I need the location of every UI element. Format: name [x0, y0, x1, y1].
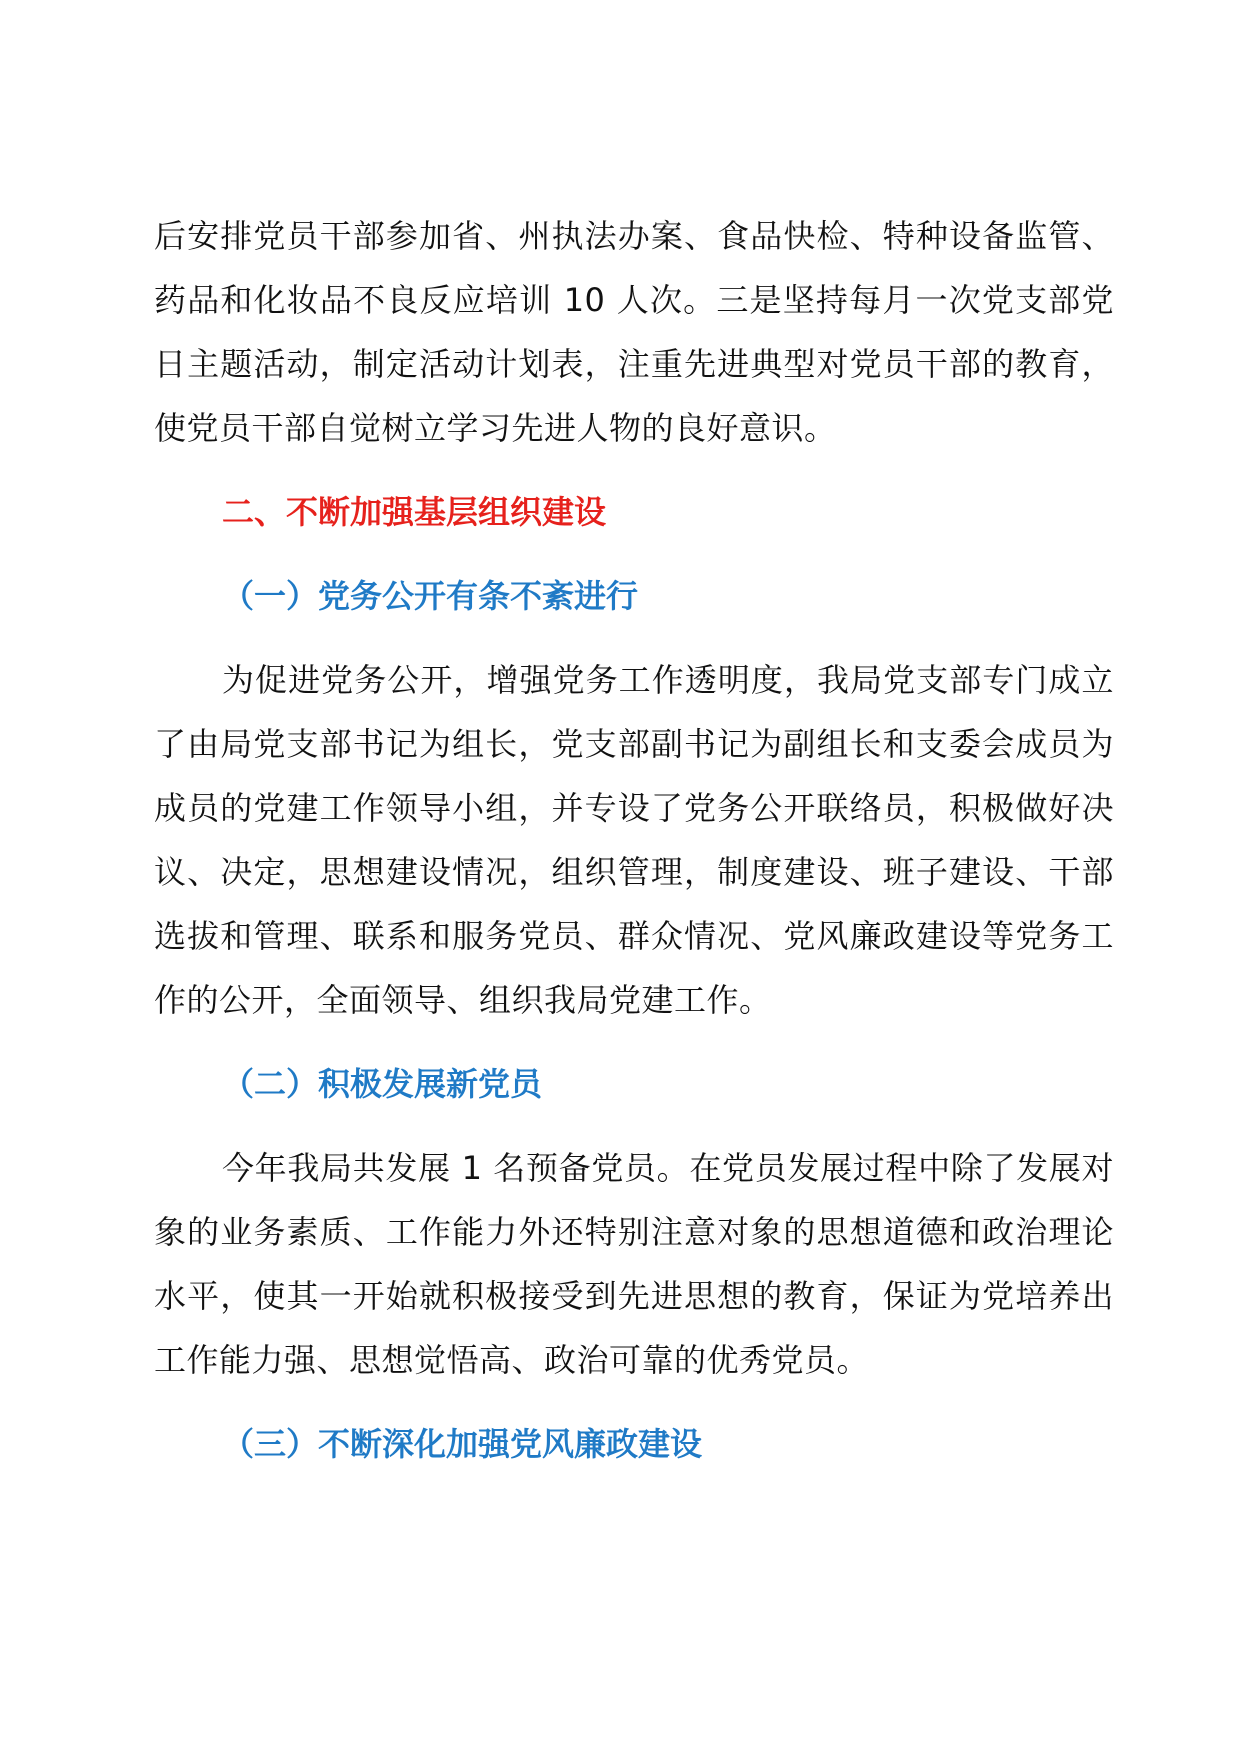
subsection-heading-1: （一）党务公开有条不紊进行 — [222, 577, 639, 615]
spacer — [154, 628, 1114, 648]
section-heading-2: 二、不断加强基层组织建设 — [222, 493, 607, 531]
subsection-heading-2: （二）积极发展新党员 — [222, 1065, 543, 1103]
document-body — [154, 204, 1114, 1476]
spacer — [154, 1116, 1114, 1136]
spacer — [154, 544, 1114, 564]
spacer — [154, 1392, 1114, 1412]
spacer — [154, 1032, 1114, 1052]
paragraph-new-members: 今年我局共发展 1 名预备党员。在党员发展过程中除了发展对象的业务素质、工作能力外还特别注意对象的思想道德和政治理论水平，使其一开始就积极接受到先进思想的教育，保证为党培养出工作能力强、思想觉悟高、政治可靠的优秀党员。 — [154, 1149, 1114, 1379]
paragraph-party-affairs: 为促进党务公开，增强党务工作透明度，我局党支部专门成立了由局党支部书记为组长，党支部副书记为副组长和支委会成员为成员的党建工作领导小组，并专设了党务公开联络员，积极做好决议、决定，思想建设情况，组织管理，制度建设、班子建设、干部选拔和管理、联系和服务党员、群众情况、党风廉政建设等党务工作的公开，全面领导、组织我局党建工作。 — [154, 661, 1114, 1019]
subsection-heading-3: （三）不断深化加强党风廉政建设 — [222, 1425, 703, 1463]
paragraph-continued: 后安排党员干部参加省、州执法办案、食品快检、特种设备监管、药品和化妆品不良反应培训 10 人次。三是坚持每月一次党支部党日主题活动，制定活动计划表，注重先进典型对党员干部的教育，使党员干部自觉树立学习先进人物的良好意识。 — [154, 217, 1114, 447]
